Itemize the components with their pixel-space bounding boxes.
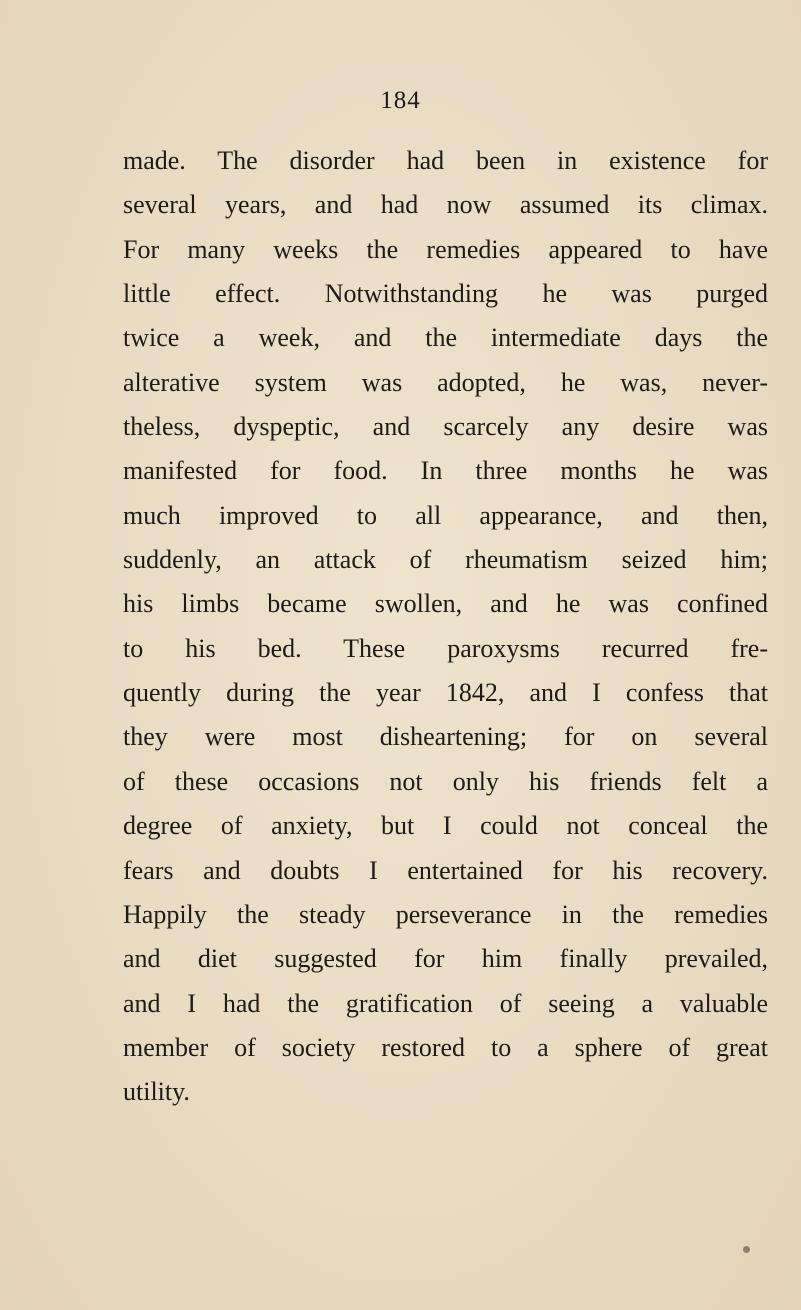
text-line: For many weeks the remedies appeared to have bbox=[123, 234, 768, 264]
text-line-last: utility. bbox=[123, 1077, 190, 1107]
text-line: suddenly, an attack of rheumatism seized him; bbox=[123, 545, 768, 575]
text-line: member of society restored to a sphere of great bbox=[123, 1032, 768, 1062]
ink-speck bbox=[743, 1246, 750, 1253]
text-line: quently during the year 1842, and I confess that bbox=[123, 678, 768, 708]
text-line: several years, and had now assumed its climax. bbox=[123, 190, 768, 220]
text-line: and diet suggested for him finally prevailed, bbox=[123, 944, 768, 974]
text-line: manifested for food. In three months he was bbox=[123, 456, 768, 486]
page-number: 184 bbox=[380, 87, 421, 114]
text-line: they were most disheartening; for on several bbox=[123, 722, 768, 752]
text-line: to his bed. These paroxysms recurred fre- bbox=[123, 633, 768, 663]
text-line: little effect. Notwithstanding he was purged bbox=[123, 279, 768, 309]
text-line: his limbs became swollen, and he was confined bbox=[123, 589, 768, 619]
text-line: of these occasions not only his friends felt a bbox=[123, 766, 768, 796]
text-line: much improved to all appearance, and then, bbox=[123, 500, 768, 530]
text-line: Happily the steady perseverance in the remedies bbox=[123, 899, 768, 929]
text-line: made. The disorder had been in existence for bbox=[123, 146, 768, 175]
text-line: and I had the gratification of seeing a valuable bbox=[123, 988, 768, 1018]
body-text bbox=[123, 146, 768, 1122]
text-line: theless, dyspeptic, and scarcely any desire was bbox=[123, 412, 768, 442]
text-line: alterative system was adopted, he was, never- bbox=[123, 367, 768, 397]
text-line: twice a week, and the intermediate days the bbox=[123, 323, 768, 353]
text-line: degree of anxiety, but I could not conceal the bbox=[123, 811, 768, 841]
text-line: fears and doubts I entertained for his recovery. bbox=[123, 855, 768, 885]
